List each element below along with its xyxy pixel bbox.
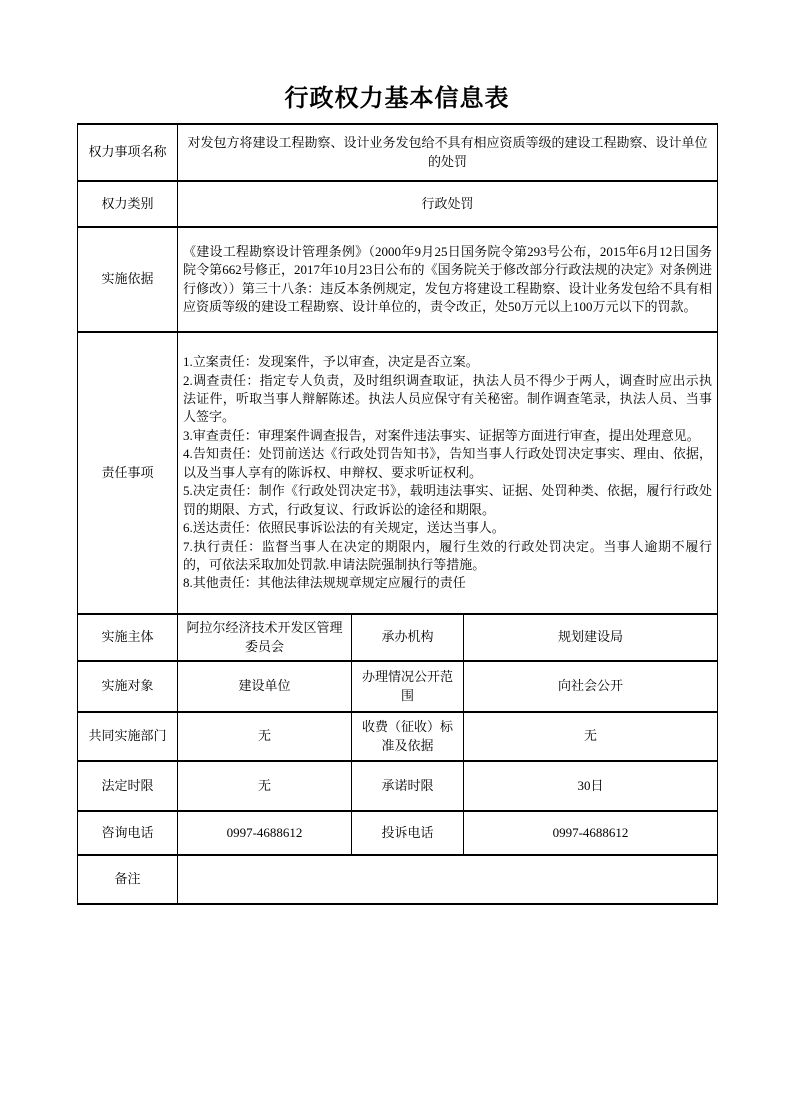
- duty-line-4: 4.告知责任：处罚前送达《行政处罚告知书》，告知当事人行政处罚决定事实、理由、依据，以及当事人享有的陈诉权、申辩权、要求听证权利。: [183, 446, 713, 480]
- value-implementation-target: 建设单位: [178, 661, 352, 712]
- label-fee-standard: 收费（征收）标准及依据: [352, 712, 464, 761]
- value-implementing-body: 阿拉尔经济技术开发区管理委员会: [178, 614, 352, 661]
- label-undertaking-agency: 承办机构: [352, 614, 464, 661]
- value-promised-time-limit: 30日: [464, 761, 718, 811]
- value-statutory-time-limit: 无: [178, 761, 352, 811]
- row-consult-phone: [78, 811, 718, 855]
- label-promised-time-limit: 承诺时限: [352, 761, 464, 811]
- value-power-category: 行政处罚: [178, 181, 718, 227]
- label-disclosure-scope: 办理情况公开范围: [352, 661, 464, 712]
- label-consult-phone: 咨询电话: [78, 811, 178, 855]
- duty-line-3: 3.审查责任：审理案件调查报告，对案件违法事实、证据等方面进行审查，提出处理意见。: [183, 427, 700, 443]
- document-title: 行政权力基本信息表: [284, 86, 510, 112]
- value-fee-standard: 无: [464, 712, 718, 761]
- label-implementation-basis: 实施依据: [78, 227, 178, 332]
- label-implementing-body: 实施主体: [78, 614, 178, 661]
- value-responsibility-items: [178, 332, 718, 614]
- row-implementing-body: [78, 614, 718, 661]
- row-implementation-target: [78, 661, 718, 712]
- value-complaint-phone: 0997-4688612: [464, 811, 718, 855]
- duty-line-1: 1.立案责任：发现案件，予以审查，决定是否立案。: [183, 354, 479, 370]
- value-consult-phone: 0997-4688612: [178, 811, 352, 855]
- duty-line-2: 2.调查责任：指定专人负责，及时组织调查取证，执法人员不得少于两人，调查时应出示执法证件，听取当事人辩解陈述。执法人员应保守有关秘密。制作调查笔录，执法人员、当事人签字。: [183, 372, 713, 425]
- value-implementation-basis: 《建设工程勘察设计管理条例》（2000年9月25日国务院令第293号公布，2015年6月12日国务院令第662号修正，2017年10月23日公布的《国务院关于修改部分行政法规的决定》对条例进行修改））第三十八条：违反本条例规定，发包方将建设工程勘察、设计业务发包给不具有相应资质等级的建设工程勘察、设计单位的，责令改正，处50万元以上100万元以下的罚款。: [178, 227, 718, 332]
- label-joint-departments: 共同实施部门: [78, 712, 178, 761]
- label-implementation-target: 实施对象: [78, 661, 178, 712]
- row-power-category: [78, 181, 718, 227]
- row-statutory-time-limit: [78, 761, 718, 811]
- value-undertaking-agency: 规划建设局: [464, 614, 718, 661]
- row-implementation-basis: [78, 227, 718, 332]
- label-statutory-time-limit: 法定时限: [78, 761, 178, 811]
- duty-line-7: 7.执行责任：监督当事人在决定的期限内，履行生效的行政处罚决定。当事人逾期不履行的，可依法采取加处罚款.申请法院强制执行等措施。: [183, 538, 713, 573]
- value-joint-departments: 无: [178, 712, 352, 761]
- label-remarks: 备注: [78, 855, 178, 904]
- row-responsibility-items: [78, 332, 718, 614]
- label-responsibility-items: 责任事项: [78, 332, 178, 614]
- label-complaint-phone: 投诉电话: [352, 811, 464, 855]
- value-power-item-name: 对发包方将建设工程勘察、设计业务发包给不具有相应资质等级的建设工程勘察、设计单位的处罚: [178, 124, 718, 181]
- row-joint-departments: [78, 712, 718, 761]
- value-remarks: [178, 855, 718, 904]
- label-power-category: 权力类别: [78, 181, 178, 227]
- row-power-item-name: [78, 124, 718, 181]
- info-table: [77, 123, 718, 905]
- duty-line-8: 8.其他责任：其他法律法规规章规定应履行的责任: [183, 575, 466, 591]
- label-power-item-name: 权力事项名称: [78, 124, 178, 181]
- value-disclosure-scope: 向社会公开: [464, 661, 718, 712]
- duty-line-5: 5.决定责任：制作《行政处罚决定书》，载明违法事实、证据、处罚种类、依据，履行行政处罚的期限、方式，行政复议、行政诉讼的途径和期限。: [183, 483, 713, 517]
- duty-line-6: 6.送达责任：依照民事诉讼法的有关规定，送达当事人。: [183, 520, 505, 536]
- row-remarks: [78, 855, 718, 904]
